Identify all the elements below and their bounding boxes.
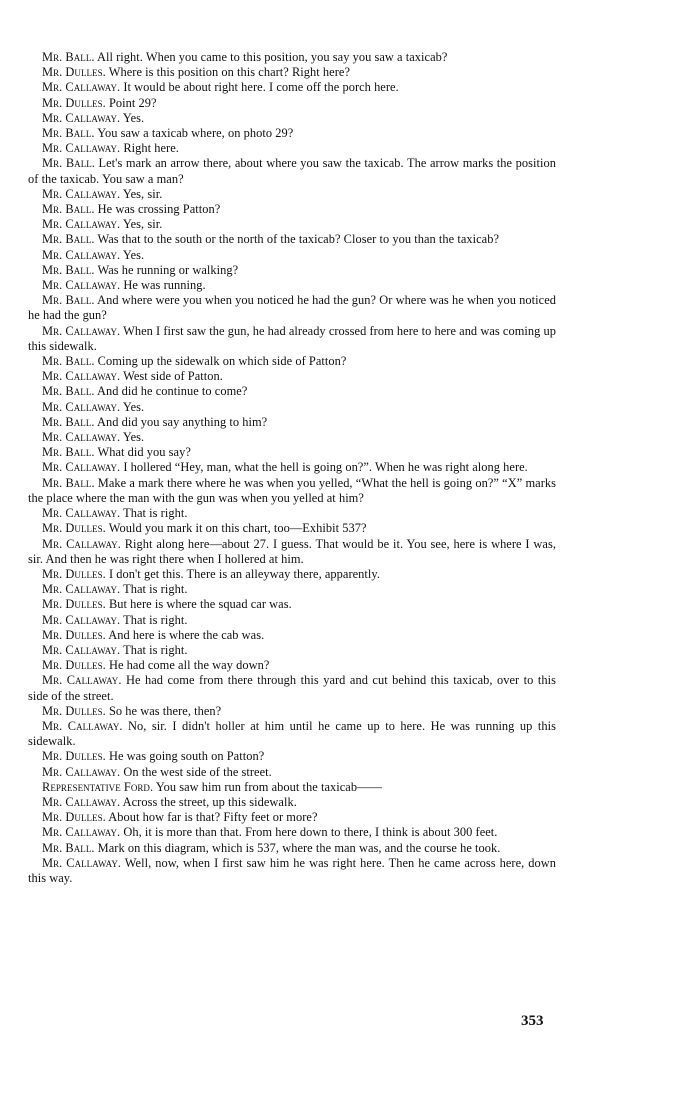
speaker-name: Mr. Callaway.: [42, 506, 121, 521]
testimony-line: [28, 445, 556, 460]
testimony-line: [28, 430, 556, 445]
page-number: 353: [521, 1013, 544, 1029]
speaker-name: Mr. Dulles.: [42, 627, 106, 642]
spoken-text: When I first saw the gun, he had already crossed from here to here and was coming up this sidewalk.: [28, 323, 556, 353]
testimony-line: [28, 460, 556, 475]
speaker-name: Mr. Dulles.: [42, 566, 106, 581]
spoken-text: You saw a taxicab where, on photo 29?: [94, 126, 294, 141]
spoken-text: Coming up the sidewalk on which side of Patton?: [94, 354, 347, 369]
spoken-text: Oh, it is more than that. From here down to there, I think is about 300 feet.: [120, 825, 498, 840]
spoken-text: And where were you when you noticed he had the gun? Or where was he when you noticed he had the gun?: [28, 293, 556, 323]
speaker-name: Mr. Dulles.: [42, 749, 106, 764]
testimony-line: [28, 278, 556, 293]
speaker-name: Mr. Callaway.: [42, 825, 121, 840]
spoken-text: You saw him run from about the taxicab——: [153, 779, 382, 794]
spoken-text: Was he running or walking?: [94, 262, 239, 277]
spoken-text: I hollered “Hey, man, what the hell is going on?”. When he was right along here.: [120, 460, 528, 475]
testimony-line: [28, 141, 556, 156]
spoken-text: That is right.: [120, 612, 188, 627]
spoken-text: Was that to the south or the north of the taxicab? Closer to you than the taxicab?: [94, 232, 500, 247]
testimony-line: [28, 263, 556, 278]
speaker-name: Mr. Dulles.: [42, 65, 106, 80]
testimony-line: [28, 217, 556, 232]
testimony-line: [28, 202, 556, 217]
spoken-text: Yes.: [120, 430, 145, 445]
spoken-text: Make a mark there where he was when you yelled, “What the hell is going on?” “X” marks the place where the man with the gun was when you yelled at him?: [28, 475, 556, 505]
testimony-line: [28, 400, 556, 415]
spoken-text: He was running.: [120, 278, 206, 293]
speaker-name: Mr. Callaway.: [42, 718, 123, 733]
spoken-text: He was crossing Patton?: [94, 202, 221, 217]
spoken-text: Yes.: [120, 399, 145, 414]
spoken-text: Let's mark an arrow there, about where you saw the taxicab. The arrow marks the position of the taxicab. You saw a man?: [28, 156, 556, 186]
spoken-text: But here is where the squad car was.: [105, 597, 292, 612]
speaker-name: Mr. Ball.: [42, 293, 95, 308]
speaker-name: Mr. Dulles.: [42, 521, 106, 536]
spoken-text: About how far is that? Fifty feet or more?: [105, 810, 318, 825]
testimony-transcript: [28, 50, 556, 886]
testimony-line: [28, 628, 556, 643]
speaker-name: Mr. Ball.: [42, 50, 95, 64]
spoken-text: Yes.: [120, 110, 145, 125]
testimony-line: [28, 704, 556, 719]
spoken-text: And here is where the cab was.: [105, 627, 265, 642]
testimony-line: [28, 187, 556, 202]
speaker-name: Representative Ford.: [42, 779, 154, 794]
testimony-line: [28, 384, 556, 399]
spoken-text: It would be about right here. I come off the porch here.: [120, 80, 399, 95]
spoken-text: Yes, sir.: [120, 186, 163, 201]
spoken-text: And did he continue to come?: [94, 384, 248, 399]
spoken-text: Would you mark it on this chart, too—Exhibit 537?: [105, 521, 367, 536]
speaker-name: Mr. Callaway.: [42, 764, 121, 779]
speaker-name: Mr. Callaway.: [42, 430, 121, 445]
testimony-line: [28, 841, 556, 856]
speaker-name: Mr. Callaway.: [42, 673, 122, 688]
speaker-name: Mr. Callaway.: [42, 855, 122, 870]
speaker-name: Mr. Dulles.: [42, 658, 106, 673]
testimony-line: [28, 506, 556, 521]
spoken-text: He had come from there through this yard and cut behind this taxicab, over to this side of the street.: [28, 673, 556, 703]
testimony-line: [28, 324, 556, 354]
testimony-line: [28, 293, 556, 323]
testimony-line: [28, 354, 556, 369]
speaker-name: Mr. Ball.: [42, 262, 95, 277]
testimony-line: [28, 537, 556, 567]
speaker-name: Mr. Callaway.: [42, 642, 121, 657]
speaker-name: Mr. Callaway.: [42, 612, 121, 627]
spoken-text: Well, now, when I first saw him he was right here. Then he came across here, down this way.: [28, 855, 557, 885]
speaker-name: Mr. Ball.: [42, 414, 95, 429]
testimony-line: [28, 567, 556, 582]
spoken-text: Right along here—about 27. I guess. That would be it. You see, here is where I was, sir. And then he was right there when I hollered at him.: [28, 536, 556, 566]
speaker-name: Mr. Callaway.: [42, 141, 121, 156]
speaker-name: Mr. Ball.: [42, 475, 95, 490]
speaker-name: Mr. Callaway.: [42, 247, 121, 262]
spoken-text: Point 29?: [105, 95, 157, 110]
speaker-name: Mr. Callaway.: [42, 460, 121, 475]
testimony-line: [28, 50, 556, 65]
testimony-line: [28, 597, 556, 612]
testimony-line: [28, 673, 556, 703]
spoken-text: West side of Patton.: [120, 369, 223, 384]
spoken-text: All right. When you came to this position, you say you saw a taxicab?: [94, 50, 448, 64]
testimony-line: [28, 111, 556, 126]
speaker-name: Mr. Ball.: [42, 445, 95, 460]
spoken-text: Mark on this diagram, which is 537, where the man was, and the course he took.: [94, 840, 501, 855]
testimony-line: [28, 719, 556, 749]
speaker-name: Mr. Dulles.: [42, 597, 106, 612]
spoken-text: That is right.: [120, 642, 188, 657]
testimony-line: [28, 96, 556, 111]
speaker-name: Mr. Ball.: [42, 156, 95, 171]
speaker-name: Mr. Ball.: [42, 354, 95, 369]
speaker-name: Mr. Callaway.: [42, 217, 121, 232]
speaker-name: Mr. Callaway.: [42, 278, 121, 293]
testimony-line: [28, 80, 556, 95]
testimony-line: [28, 856, 556, 886]
speaker-name: Mr. Ball.: [42, 840, 95, 855]
testimony-line: [28, 156, 556, 186]
spoken-text: What did you say?: [94, 445, 191, 460]
speaker-name: Mr. Ball.: [42, 126, 95, 141]
testimony-line: [28, 825, 556, 840]
spoken-text: On the west side of the street.: [120, 764, 272, 779]
testimony-line: [28, 369, 556, 384]
speaker-name: Mr. Callaway.: [42, 186, 121, 201]
testimony-line: [28, 582, 556, 597]
speaker-name: Mr. Dulles.: [42, 703, 106, 718]
testimony-line: [28, 415, 556, 430]
spoken-text: He was going south on Patton?: [105, 749, 265, 764]
speaker-name: Mr. Ball.: [42, 232, 95, 247]
speaker-name: Mr. Callaway.: [42, 323, 121, 338]
speaker-name: Mr. Ball.: [42, 384, 95, 399]
testimony-line: [28, 613, 556, 628]
speaker-name: Mr. Callaway.: [42, 794, 121, 809]
testimony-line: [28, 749, 556, 764]
testimony-line: [28, 643, 556, 658]
spoken-text: Yes, sir.: [120, 217, 163, 232]
spoken-text: Across the street, up this sidewalk.: [120, 794, 297, 809]
spoken-text: So he was there, then?: [105, 703, 222, 718]
speaker-name: Mr. Callaway.: [42, 369, 121, 384]
spoken-text: Yes.: [120, 247, 145, 262]
speaker-name: Mr. Callaway.: [42, 80, 121, 95]
spoken-text: No, sir. I didn't holler at him until he came up to here. He was running up this sidewalk.: [28, 718, 556, 749]
testimony-line: [28, 126, 556, 141]
testimony-line: [28, 232, 556, 247]
speaker-name: Mr. Callaway.: [42, 110, 121, 125]
testimony-line: [28, 810, 556, 825]
testimony-line: [28, 780, 556, 795]
testimony-line: [28, 765, 556, 780]
speaker-name: Mr. Dulles.: [42, 810, 106, 825]
speaker-name: Mr. Callaway.: [42, 399, 121, 414]
testimony-line: [28, 658, 556, 673]
spoken-text: And did you say anything to him?: [94, 414, 268, 429]
testimony-line: [28, 248, 556, 263]
spoken-text: That is right.: [120, 582, 188, 597]
testimony-line: [28, 65, 556, 80]
spoken-text: He had come all the way down?: [105, 658, 270, 673]
speaker-name: Mr. Callaway.: [42, 536, 121, 551]
spoken-text: Right here.: [120, 141, 179, 156]
testimony-line: [28, 795, 556, 810]
speaker-name: Mr. Ball.: [42, 202, 95, 217]
speaker-name: Mr. Dulles.: [42, 95, 106, 110]
speaker-name: Mr. Callaway.: [42, 582, 121, 597]
testimony-line: [28, 521, 556, 536]
testimony-line: [28, 476, 556, 506]
spoken-text: I don't get this. There is an alleyway there, apparently.: [105, 566, 381, 581]
spoken-text: Where is this position on this chart? Right here?: [105, 65, 350, 80]
spoken-text: That is right.: [120, 506, 188, 521]
transcript-page: [28, 50, 556, 886]
